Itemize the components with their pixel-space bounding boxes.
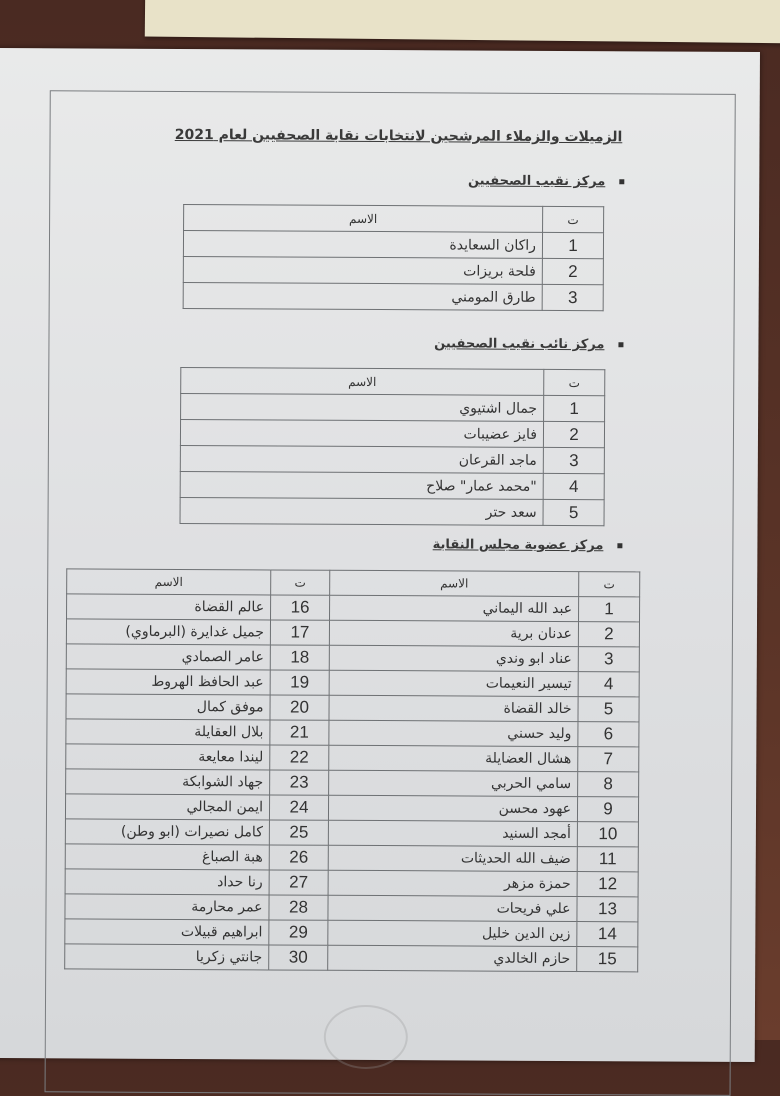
candidate-name: عدنان برية bbox=[329, 620, 578, 646]
table-row bbox=[65, 869, 638, 897]
candidate-name: سامي الحربي bbox=[329, 770, 578, 796]
candidate-name: ابراهيم قبيلات bbox=[65, 919, 269, 945]
row-number: 3 bbox=[578, 647, 639, 672]
table-row bbox=[65, 894, 638, 922]
row-number: 30 bbox=[269, 945, 328, 970]
candidate-name: عبد الله اليماني bbox=[330, 595, 579, 621]
row-number: 13 bbox=[577, 897, 638, 922]
candidate-name: أمجد السنيد bbox=[328, 820, 577, 846]
table-row bbox=[66, 644, 639, 672]
row-number: 26 bbox=[269, 845, 328, 870]
table-header-row bbox=[184, 204, 604, 232]
table-row bbox=[180, 497, 604, 525]
bullet-icon bbox=[617, 543, 622, 548]
row-number: 10 bbox=[577, 822, 638, 847]
table-row bbox=[66, 669, 639, 697]
candidate-name: طارق المومني bbox=[183, 282, 542, 310]
candidate-name: ضيف الله الحديثات bbox=[328, 845, 577, 871]
row-number: 6 bbox=[578, 722, 639, 747]
stamp bbox=[324, 1005, 408, 1069]
table-row bbox=[180, 471, 604, 499]
table-council bbox=[64, 568, 640, 972]
candidate-name: كامل نصيرات (ابو وطن) bbox=[65, 819, 269, 845]
candidate-name: هبة الصباغ bbox=[65, 844, 269, 870]
table-header-row bbox=[181, 367, 605, 395]
row-number: 21 bbox=[270, 720, 329, 745]
table-row bbox=[183, 230, 603, 258]
candidate-name: جميل غدايرة (البرماوي) bbox=[66, 619, 270, 645]
bullet-icon bbox=[618, 342, 623, 347]
document-title: الزميلات والزملاء المرشحين لانتخابات نقابة الصحفيين لعام 2021 bbox=[174, 126, 623, 146]
row-number: 24 bbox=[269, 795, 328, 820]
section-heading-vice-president: مركز نائب نقيب الصحفيين bbox=[434, 336, 623, 352]
candidate-name: جانتي زكريا bbox=[65, 944, 269, 970]
candidate-name: جمال اشتيوي bbox=[181, 393, 544, 421]
row-number: 2 bbox=[542, 258, 603, 284]
row-number: 17 bbox=[270, 620, 329, 645]
table-row bbox=[65, 919, 638, 947]
column-header-name: الاسم bbox=[67, 569, 271, 595]
row-number: 7 bbox=[578, 747, 639, 772]
row-number: 3 bbox=[543, 447, 604, 473]
row-number: 12 bbox=[577, 872, 638, 897]
candidate-name: عهود محسن bbox=[328, 795, 577, 821]
section-heading-president: مركز نقيب الصحفيين bbox=[468, 173, 624, 189]
table-row bbox=[180, 445, 604, 473]
candidate-name: جهاد الشوابكة bbox=[66, 769, 270, 795]
row-number: 23 bbox=[270, 770, 329, 795]
column-header-name: الاسم bbox=[181, 367, 544, 395]
row-number: 2 bbox=[578, 622, 639, 647]
table-row bbox=[183, 282, 603, 310]
candidate-name: "محمد عمار" صلاح bbox=[180, 471, 543, 499]
candidate-name: علي فريحات bbox=[328, 895, 577, 921]
candidate-name: عمر محارمة bbox=[65, 894, 269, 920]
candidate-name: موفق كمال bbox=[66, 694, 270, 720]
candidate-name: زين الدين خليل bbox=[328, 920, 577, 946]
candidate-name: وليد حسني bbox=[329, 720, 578, 746]
candidate-name: خالد القضاة bbox=[329, 695, 578, 721]
candidate-name: ايمن المجالي bbox=[65, 794, 269, 820]
table-header-row bbox=[67, 569, 640, 597]
row-number: 4 bbox=[543, 473, 604, 499]
table-vice-president bbox=[180, 367, 606, 526]
column-header-name: الاسم bbox=[330, 570, 579, 596]
candidate-name: سعد حتر bbox=[180, 497, 543, 525]
row-number: 16 bbox=[271, 595, 330, 620]
row-number: 22 bbox=[270, 745, 329, 770]
candidate-name: هشال العضايلة bbox=[329, 745, 578, 771]
candidate-name: عبد الحافظ الهروط bbox=[66, 669, 270, 695]
candidate-name: فلحة بريزات bbox=[183, 256, 542, 284]
candidate-name: حازم الخالدي bbox=[328, 945, 577, 971]
row-number: 15 bbox=[577, 947, 638, 972]
document-page bbox=[0, 48, 760, 1062]
table-row bbox=[65, 794, 638, 822]
candidate-name: ماجد القرعان bbox=[180, 445, 543, 473]
table-president bbox=[183, 204, 605, 311]
row-number: 5 bbox=[543, 499, 604, 525]
row-number: 25 bbox=[269, 820, 328, 845]
candidate-name: عامر الصمادي bbox=[66, 644, 270, 670]
row-number: 1 bbox=[542, 232, 603, 258]
row-number: 11 bbox=[577, 847, 638, 872]
table-row bbox=[66, 719, 639, 747]
candidate-name: فايز عضيبات bbox=[180, 419, 543, 447]
table-row bbox=[181, 393, 605, 421]
candidate-name: رنا حداد bbox=[65, 869, 269, 895]
candidate-name: عالم القضاة bbox=[67, 594, 271, 620]
row-number: 14 bbox=[577, 922, 638, 947]
column-header-num: ت bbox=[271, 570, 330, 595]
row-number: 9 bbox=[577, 797, 638, 822]
column-header-name: الاسم bbox=[184, 204, 543, 232]
row-number: 4 bbox=[578, 672, 639, 697]
bullet-icon bbox=[619, 179, 624, 184]
table-row bbox=[66, 744, 639, 772]
column-header-num: ت bbox=[579, 572, 640, 597]
row-number: 8 bbox=[578, 772, 639, 797]
table-row bbox=[66, 769, 639, 797]
candidate-name: بلال العقايلة bbox=[66, 719, 270, 745]
table-row bbox=[65, 819, 638, 847]
row-number: 18 bbox=[270, 645, 329, 670]
row-number: 29 bbox=[269, 920, 328, 945]
table-row bbox=[67, 594, 640, 622]
row-number: 28 bbox=[269, 895, 328, 920]
table-row bbox=[180, 419, 604, 447]
row-number: 2 bbox=[543, 421, 604, 447]
background-paper bbox=[145, 0, 780, 43]
table-row bbox=[183, 256, 603, 284]
table-row bbox=[65, 844, 638, 872]
row-number: 27 bbox=[269, 870, 328, 895]
row-number: 3 bbox=[542, 284, 603, 310]
candidate-name: تيسير النعيمات bbox=[329, 670, 578, 696]
row-number: 1 bbox=[544, 395, 605, 421]
section-heading-council: مركز عضوية مجلس النقابة bbox=[433, 537, 623, 553]
table-row bbox=[66, 694, 639, 722]
candidate-name: عناد ابو وندي bbox=[329, 645, 578, 671]
candidate-name: حمزة مزهر bbox=[328, 870, 577, 896]
column-header-num: ت bbox=[544, 369, 605, 395]
row-number: 19 bbox=[270, 670, 329, 695]
column-header-num: ت bbox=[543, 206, 604, 232]
candidate-name: راكان السعايدة bbox=[183, 230, 542, 258]
candidate-name: ليندا معايعة bbox=[66, 744, 270, 770]
row-number: 5 bbox=[578, 697, 639, 722]
table-row bbox=[66, 619, 639, 647]
row-number: 1 bbox=[579, 597, 640, 622]
row-number: 20 bbox=[270, 695, 329, 720]
table-row bbox=[65, 944, 638, 972]
